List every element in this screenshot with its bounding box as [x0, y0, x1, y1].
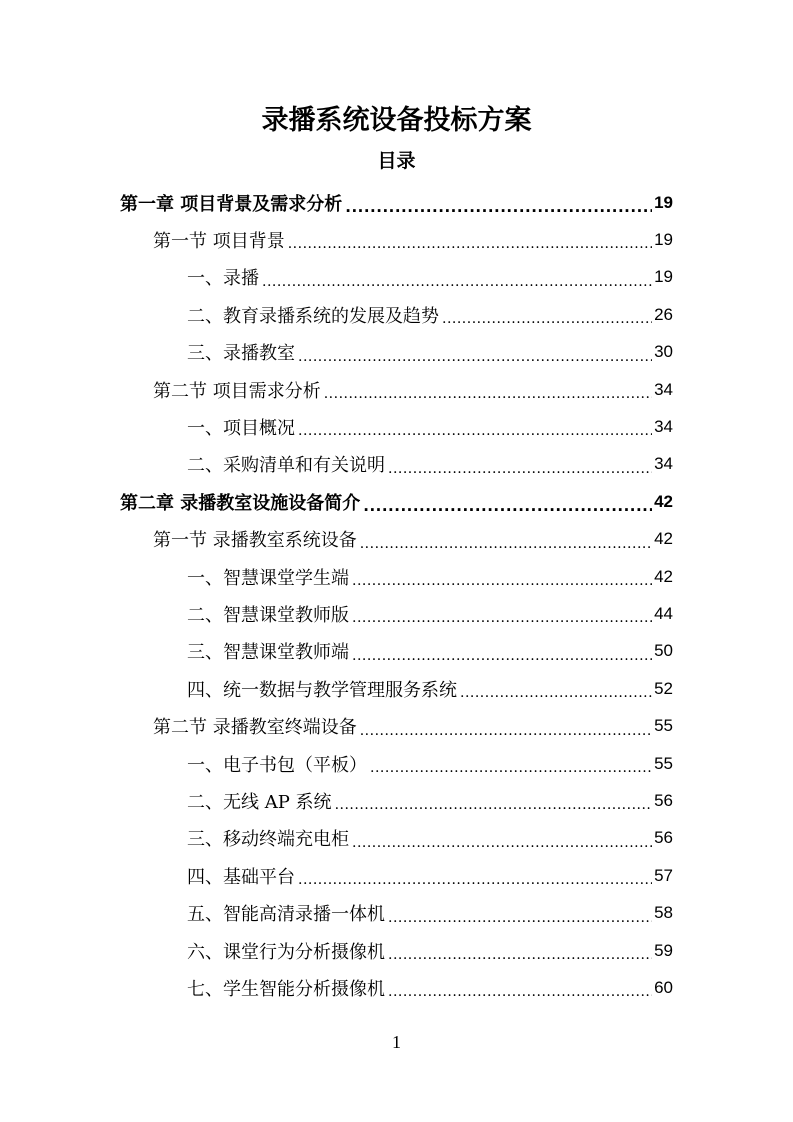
toc-entry-label: 第二节 项目需求分析 — [153, 380, 321, 402]
toc-entry-page: 50 — [654, 641, 673, 661]
dot-leader — [388, 913, 652, 932]
toc-entry-page: 44 — [654, 603, 673, 623]
dot-leader — [352, 576, 652, 595]
toc-entry-page: 42 — [654, 566, 673, 586]
toc-entry[interactable] — [187, 857, 673, 894]
toc-entry-page: 56 — [654, 790, 673, 810]
toc-entry-page: 19 — [654, 267, 673, 287]
toc-entry[interactable] — [187, 820, 673, 857]
toc-entry-page: 55 — [654, 716, 673, 736]
toc-entry-page: 60 — [654, 977, 673, 997]
toc-entry-label: 第二章 录播教室设施设备简介 — [120, 492, 361, 514]
dot-leader — [460, 688, 652, 707]
toc-entry[interactable] — [187, 895, 673, 932]
toc-heading: 目录 — [377, 150, 416, 172]
toc-entry-label: 第一章 项目背景及需求分析 — [120, 193, 343, 215]
dot-leader — [360, 726, 652, 745]
toc-entry-page: 58 — [654, 903, 673, 923]
toc-entry[interactable] — [120, 483, 673, 520]
toc-entry-label: 四、统一数据与教学管理服务系统 — [187, 679, 457, 701]
dot-leader — [370, 763, 652, 782]
toc-entry-label: 一、智慧课堂学生端 — [187, 567, 349, 589]
toc-entry-page: 34 — [654, 379, 673, 399]
toc-entry-page: 19 — [654, 192, 673, 212]
toc-entry-label: 三、移动终端充电柜 — [187, 829, 349, 851]
toc-entry[interactable] — [153, 521, 673, 558]
page-number: 1 — [392, 1032, 401, 1052]
dot-leader — [352, 838, 652, 857]
toc-entry-page: 30 — [654, 342, 673, 362]
toc-entry[interactable] — [187, 969, 673, 1006]
toc-entry[interactable] — [187, 408, 673, 445]
toc-entry[interactable] — [187, 932, 673, 969]
toc-entry-label: 二、智慧课堂教师版 — [187, 604, 349, 626]
dot-leader — [298, 352, 652, 371]
toc-entry-page: 56 — [654, 828, 673, 848]
toc-entry-page: 42 — [654, 529, 673, 549]
toc-entry[interactable] — [187, 446, 673, 483]
toc-entry[interactable] — [187, 745, 673, 782]
toc-entry-label: 一、项目概况 — [187, 417, 295, 439]
toc-entry-page: 26 — [654, 304, 673, 324]
document-title: 录播系统设备投标方案 — [261, 105, 532, 136]
toc-entry[interactable] — [120, 184, 673, 221]
dot-leader — [345, 202, 652, 221]
dot-leader — [442, 314, 652, 333]
toc-entry[interactable] — [187, 296, 673, 333]
toc-entry[interactable] — [187, 782, 673, 819]
dot-leader — [388, 464, 652, 483]
toc-entry-label: 五、智能高清录播一体机 — [187, 904, 385, 926]
toc-entry-label: 一、电子书包（平板） — [187, 754, 367, 776]
toc-entry-label: 二、采购清单和有关说明 — [187, 455, 385, 477]
toc-entry-page: 34 — [654, 454, 673, 474]
dot-leader — [352, 613, 652, 632]
dot-leader — [388, 950, 652, 969]
toc-entry[interactable] — [153, 221, 673, 258]
toc-entry-label: 二、无线 AP 系统 — [187, 791, 332, 813]
toc-entry-label: 二、教育录播系统的发展及趋势 — [187, 305, 439, 327]
toc-entry-label: 三、智慧课堂教师端 — [187, 642, 349, 664]
toc-entry-page: 59 — [654, 940, 673, 960]
toc-entry-label: 一、录播 — [187, 268, 259, 290]
toc-entry-label: 七、学生智能分析摄像机 — [187, 978, 385, 1000]
toc-entry-page: 42 — [654, 491, 673, 511]
dot-leader — [352, 651, 652, 670]
dot-leader — [262, 277, 652, 296]
toc-entry[interactable] — [187, 670, 673, 707]
toc-entry[interactable] — [187, 334, 673, 371]
dot-leader — [363, 501, 652, 520]
toc-entry-label: 六、课堂行为分析摄像机 — [187, 941, 385, 963]
toc-entry-label: 四、基础平台 — [187, 866, 295, 888]
dot-leader — [360, 539, 652, 558]
dot-leader — [298, 426, 652, 445]
toc-entry[interactable] — [187, 259, 673, 296]
dot-leader — [298, 875, 652, 894]
toc-entry[interactable] — [153, 371, 673, 408]
toc-entry[interactable] — [187, 558, 673, 595]
toc-entry-page: 52 — [654, 678, 673, 698]
toc-entry[interactable] — [153, 708, 673, 745]
toc-entry-label: 第一节 项目背景 — [153, 230, 285, 252]
toc-entry-label: 三、录播教室 — [187, 343, 295, 365]
toc-entry-page: 34 — [654, 416, 673, 436]
dot-leader — [324, 389, 652, 408]
toc-entry-page: 55 — [654, 753, 673, 773]
toc-entry[interactable] — [187, 633, 673, 670]
dot-leader — [388, 987, 652, 1006]
dot-leader — [288, 239, 652, 258]
dot-leader — [335, 800, 653, 819]
toc-entry-label: 第二节 录播教室终端设备 — [153, 717, 357, 739]
toc-entry-page: 19 — [654, 229, 673, 249]
toc-entry-label: 第一节 录播教室系统设备 — [153, 530, 357, 552]
toc-entry[interactable] — [187, 595, 673, 632]
toc-entry-page: 57 — [654, 865, 673, 885]
